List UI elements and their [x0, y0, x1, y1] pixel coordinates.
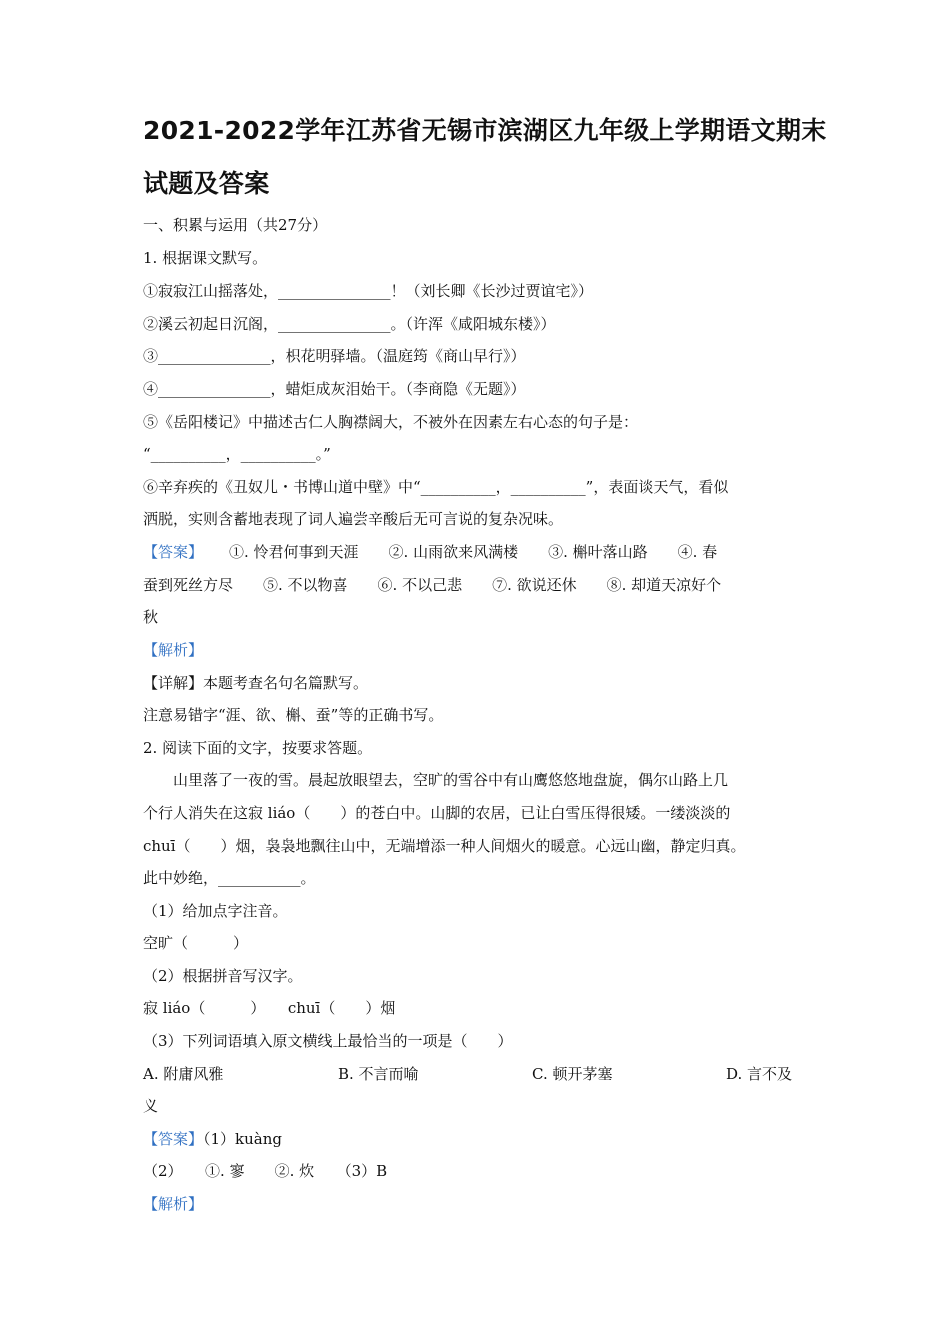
q1-item-1: ①寂寂江山摇落处，_______________！（刘长卿《长沙过贾谊宅》）	[143, 282, 594, 300]
q1-item-5: ⑤《岳阳楼记》中描述古仁人胸襟阔大，不被外在因素左右心态的句子是：	[143, 413, 639, 431]
option-c: C. 顿开茅塞	[532, 1065, 613, 1083]
q1-item-6-cont: 洒脱，实则含蓄地表现了词人遍尝辛酸后无可言说的复杂况味。	[143, 510, 564, 528]
q1-detail-text: 本题考查名句名篇默写。	[203, 674, 369, 692]
q1-item-3: ③_______________，枳花明驿墙。（温庭筠《商山早行》）	[143, 347, 526, 365]
section-heading: 一、积累与运用（共27分）	[143, 216, 328, 234]
q2-answer-line2: （2） ①. 寥 ②. 炊 （3）B	[143, 1162, 388, 1180]
q2-passage-2: 个行人消失在这寂 liáo（ ）的苍白中。山脚的农居，已让白雪压得很矮。一缕淡淡的	[143, 804, 731, 822]
q2-sub2: （2）根据拼音写汉字。	[143, 967, 303, 985]
q1-detail	[143, 672, 811, 694]
answer-tag: 【答案】	[143, 1130, 204, 1148]
q2-answer-line1	[143, 1128, 811, 1150]
answer-tag: 【答案】	[143, 543, 204, 561]
q2-passage-4: 此中妙绝，___________。	[143, 869, 316, 887]
q1-item-4: ④_______________，蜡炬成灰泪始干。（李商隐《无题》）	[143, 380, 526, 398]
analysis-tag: 【解析】	[143, 1195, 204, 1213]
doc-title-line1: 2021-2022学年江苏省无锡市滨湖区九年级上学期语文期末	[143, 116, 827, 145]
q2-passage-1: 山里落了一夜的雪。晨起放眼望去，空旷的雪谷中有山鹰悠悠地盘旋，偶尔山路上几	[173, 771, 729, 789]
q2-sub1: （1）给加点字注音。	[143, 902, 288, 920]
q2-sub1-field: 空旷（ ）	[143, 934, 249, 952]
option-a: A. 附庸风雅	[143, 1065, 224, 1083]
detail-tag: 【详解】	[143, 674, 204, 692]
q2-answer-text-1: （1）kuàng	[203, 1130, 283, 1148]
q1-answer-line2: 蚕到死丝方尽 ⑤. 不以物喜 ⑥. 不以己悲 ⑦. 欲说还休 ⑧. 却道天凉好个	[143, 576, 722, 594]
q1-answer-line3: 秋	[143, 608, 159, 626]
q2-passage-3: chuī（ ）烟，袅袅地飘往山中，无端增添一种人间烟火的暖意。心远山幽，静定归真。	[143, 837, 746, 855]
q1-stem: 1. 根据课文默写。	[143, 249, 268, 267]
q2-sub3: （3）下列词语填入原文横线上最恰当的一项是（ ）	[143, 1032, 513, 1050]
q1-answer-line1	[143, 541, 811, 563]
q2-stem: 2. 阅读下面的文字，按要求答题。	[143, 739, 373, 757]
q1-note: 注意易错字“涯、欲、槲、蚕”等的正确书写。	[143, 706, 444, 724]
q2-sub2-field: 寂 liáo（ ） chuī（ ）烟	[143, 999, 396, 1017]
q1-answer-text-1: ①. 怜君何事到天涯 ②. 山雨欲来风满楼 ③. 槲叶落山路 ④. 春	[229, 543, 718, 561]
q1-item-5-blanks: “__________，__________。”	[143, 445, 331, 463]
doc-title-line2: 试题及答案	[143, 169, 270, 198]
q1-item-6: ⑥辛弃疾的《丑奴儿・书博山道中壁》中“__________，__________”，表面谈天气，看似	[143, 478, 729, 496]
q1-item-2: ②溪云初起日沉阁，_______________。（许浑《咸阳城东楼》）	[143, 315, 556, 333]
option-d: D. 言不及	[726, 1065, 793, 1083]
option-b: B. 不言而喻	[338, 1065, 419, 1083]
option-d-cont: 义	[143, 1097, 159, 1115]
analysis-tag: 【解析】	[143, 641, 204, 659]
